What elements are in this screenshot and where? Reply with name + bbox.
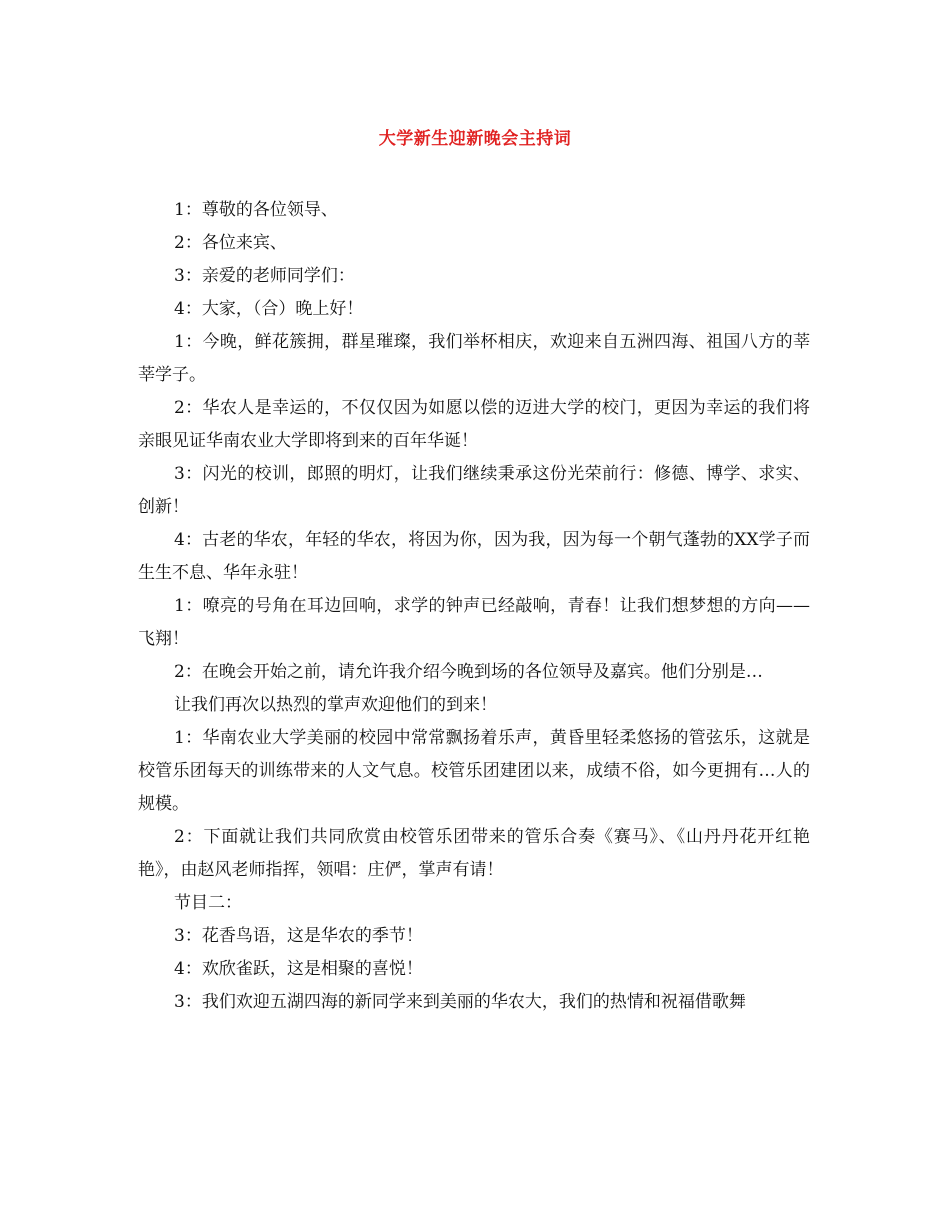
paragraph: 3：花香鸟语，这是华农的季节！ [174, 926, 423, 946]
paragraph: 1：嘹亮的号角在耳边回响，求学的钟声已经敲响，青春！让我们想梦想的方向——飞翔！ [138, 596, 810, 649]
paragraph: 让我们再次以热烈的掌声欢迎他们的到来！ [174, 695, 497, 715]
paragraph: 2：华农人是幸运的，不仅仅因为如愿以偿的迈进大学的校门，更因为幸运的我们将亲眼见证华南农业大学即将到来的百年华诞！ [138, 398, 810, 451]
paragraph: 3：我们欢迎五湖四海的新同学来到美丽的华农大，我们的热情和祝福借歌舞 [174, 992, 746, 1012]
paragraph: 1：今晚，鲜花簇拥，群星璀璨，我们举杯相庆，欢迎来自五洲四海、祖国八方的莘莘学子。 [138, 332, 810, 385]
paragraph: 3：亲爱的老师同学们： [174, 266, 355, 286]
paragraph: 4：大家，（合）晚上好！ [174, 299, 364, 319]
paragraph: 2：各位来宾、 [174, 233, 287, 253]
paragraph: 2：在晚会开始之前，请允许我介绍今晚到场的各位领导及嘉宾。他们分别是… [174, 662, 763, 682]
paragraph: 1：尊敬的各位领导、 [174, 200, 338, 220]
document-body [138, 194, 810, 1019]
paragraph: 3：闪光的校训，郎照的明灯，让我们继续秉承这份光荣前行：修德、博学、求实、创新！ [138, 464, 810, 517]
paragraph: 4：欢欣雀跃，这是相聚的喜悦！ [174, 959, 423, 979]
paragraph: 1：华南农业大学美丽的校园中常常飘扬着乐声，黄昏里轻柔悠扬的管弦乐，这就是校管乐团每天的训练带来的人文气息。校管乐团建团以来，成绩不俗，如今更拥有…人的规模。 [138, 728, 810, 814]
paragraph: 节目二： [174, 893, 242, 913]
paragraph: 2：下面就让我们共同欣赏由校管乐团带来的管乐合奏《赛马》、《山丹丹花开红艳艳》，由赵风老师指挥，领唱：庄俨，掌声有请！ [138, 827, 810, 880]
paragraph: 4：古老的华农，年轻的华农，将因为你，因为我，因为每一个朝气蓬勃的XX学子而生生不息、华年永驻！ [138, 530, 810, 583]
document-title: 大学新生迎新晚会主持词 [378, 129, 572, 149]
